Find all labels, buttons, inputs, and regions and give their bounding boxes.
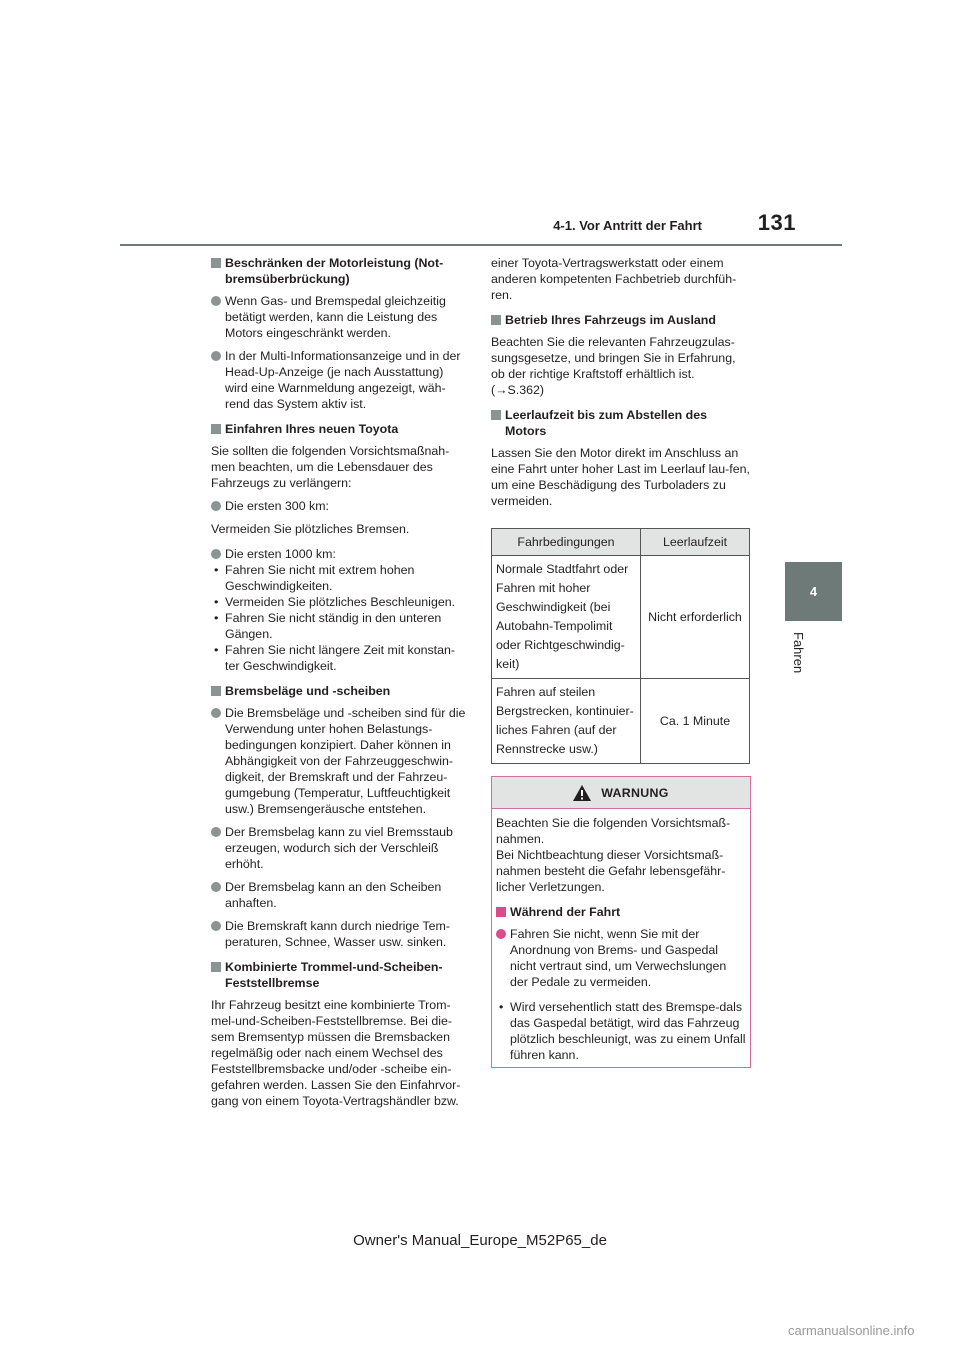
warning-intro-2: Bei Nichtbeachtung dieser Vorsichtsmaß-nahmen besteht die Gefahr lebensgefähr-licher Verletzungen. [496,848,726,894]
watermark: carmanualsonline.info [788,1323,915,1338]
table-header-row [492,529,750,556]
idle-time-table [491,528,750,764]
bullet-item: Wenn Gas- und Bremspedal gleichzeitig betätigt werden, kann die Leistung des Motors eingeschränkt werden. [211,293,469,341]
table-cell-condition: Fahren auf steilen Bergstrecken, kontinuier-liches Fahren (auf der Rennstrecke usw.) [492,679,641,764]
chapter-label-text: Fahren [791,632,806,674]
warning-box [491,776,751,1068]
column-header: Leerlaufzeit [641,529,750,556]
section-title: 4-1. Vor Antritt der Fahrt [553,218,702,233]
bullet-item: Die Bremskraft kann durch niedrige Tem-peraturen, Schnee, Wasser usw. sinken. [211,918,469,950]
warning-body [492,809,750,1063]
footer-manual-id: Owner's Manual_Europe_M52P65_de [353,1232,607,1249]
paragraph: einer Toyota-Vertragswerkstatt oder einem anderen kompetenten Fachbetrieb durchfüh-ren. [491,256,737,302]
bullet-item: Der Bremsbelag kann zu viel Bremsstaub erzeugen, wodurch sich der Verschleiß erhöht. [211,824,469,872]
paragraph-text: Beachten Sie die relevanten Fahrzeugzulas-sungsgesetze, und bringen Sie in Erfahrung, ob der richtige Kraftstoff erhältlich ist. (→S.362) [491,335,736,397]
table-row [492,556,750,679]
heading-idle-time: Leerlaufzeit bis zum Abstellen des Motors [491,407,751,439]
bullet-item: Die ersten 1000 km: [211,546,469,562]
right-column [491,255,751,516]
heading-parking-brake: Kombinierte Trommel-und-Scheiben-Feststellbremse [211,959,469,991]
table-cell-time: Ca. 1 Minute [641,679,750,764]
warning-heading-driving: Während der Fahrt [496,904,746,920]
warning-title: WARNUNG [601,785,669,800]
bullet-item: Die ersten 300 km: [211,498,469,514]
heading-abroad: Betrieb Ihres Fahrzeugs im Ausland [491,312,751,328]
dash-item: • Vermeiden Sie plötzliches Beschleunigen. [211,594,469,610]
left-column [211,255,469,1116]
heading-break-in: Einfahren Ihres neuen Toyota [211,421,469,437]
page-number: 131 [757,210,796,235]
bullet-item: Der Bremsbelag kann an den Scheiben anhaften. [211,879,469,911]
dash-item: • Fahren Sie nicht ständig in den unteren Gängen. [211,610,469,642]
bullet-item: In der Multi-Informationsanzeige und in der Head-Up-Anzeige (je nach Ausstattung) wird eine Warnmeldung angezeigt, wäh-rend das System aktiv ist. [211,348,469,412]
heading-brake-pads: Bremsbeläge und -scheiben [211,683,469,699]
warning-header [492,777,750,809]
chapter-tab[interactable]: 4 [785,562,842,621]
paragraph [491,334,751,398]
column-header: Fahrbedingungen [492,529,641,556]
heading-motor-limit: Beschränken der Motorleistung (Not-bremsüberbrückung) [211,255,469,287]
dash-item: • Wird versehentlich statt des Bremspe-dals das Gaspedal betätigt, wird das Fahrzeug plötzlich beschleunigt, was zu einem Unfall führen kann. [496,999,746,1063]
paragraph: Vermeiden Sie plötzliches Bremsen. [211,522,410,536]
table-row [492,679,750,764]
header-divider [120,244,842,246]
bullet-item: Die Bremsbeläge und -scheiben sind für die Verwendung unter hohen Belastungs-bedingungen konzipiert. Daher können in Abhängigkeit von der Fahrzeuggeschwin-digkeit, der Bremskraft und der Fahrzeu-gumgebung (Temperatur, Luftfeuchtigkeit usw.) Bremsengeräusche entstehen. [211,705,469,817]
paragraph: Ihr Fahrzeug besitzt eine kombinierte Trom-mel-und-Scheiben-Feststellbremse. Bei die-sem Bremsentyp müssen die Bremsbacken regelmäßig oder nach einem Wechsel des Feststellbremsbacke und/oder -scheibe ein-gefahren werden. Lassen Sie den Einfahrvor-gang von einem Toyota-Vertragshändler bzw. [211,998,461,1108]
chapter-label [784,632,810,692]
warning-triangle-icon [573,785,591,801]
paragraph: Sie sollten die folgenden Vorsichtsmaßnah-men beachten, um die Lebensdauer des Fahrzeugs zu verlängern: [211,444,450,490]
dash-item: • Fahren Sie nicht mit extrem hohen Geschwindigkeiten. [211,562,469,594]
table-cell-condition: Normale Stadtfahrt oder Fahren mit hoher Geschwindigkeit (bei Autobahn-Tempolimit oder Richtgeschwindig-keit) [492,556,641,679]
warning-intro: Beachten Sie die folgenden Vorsichtsmaß-nahmen. [496,816,731,846]
bullet-item: Fahren Sie nicht, wenn Sie mit der Anordnung von Brems- und Gaspedal nicht vertraut sind, um Verwechslungen der Pedale zu vermeiden. [496,926,746,990]
table-cell-time: Nicht erforderlich [641,556,750,679]
paragraph: Lassen Sie den Motor direkt im Anschluss an eine Fahrt unter hoher Last im Leerlauf lau-fen, um eine Beschädigung des Turboladers zu vermeiden. [491,446,750,508]
dash-item: • Fahren Sie nicht längere Zeit mit konstan-ter Geschwindigkeit. [211,642,469,674]
